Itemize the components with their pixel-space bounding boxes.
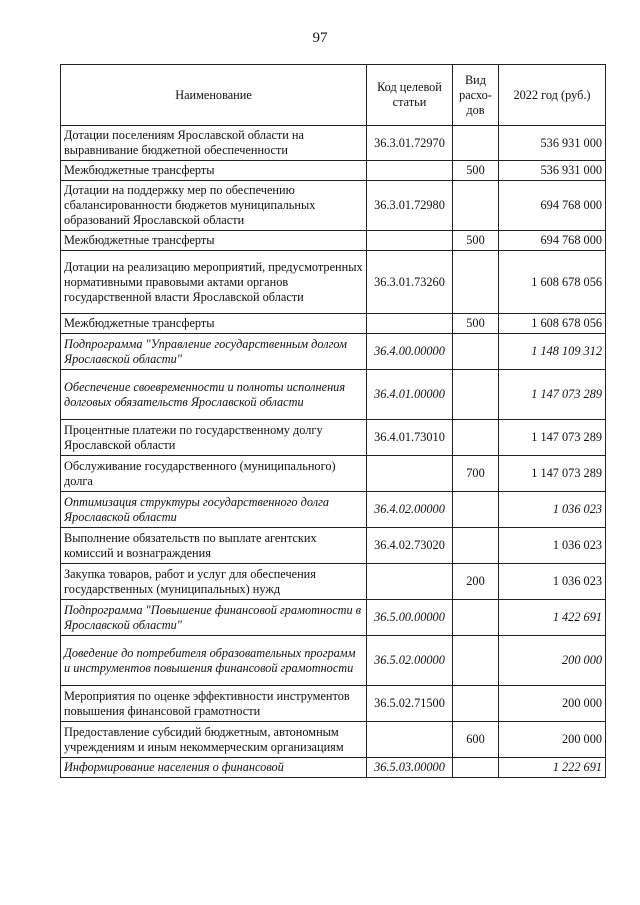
row-code-cell <box>367 161 453 181</box>
table-row <box>61 686 606 722</box>
row-code-cell: 36.5.02.71500 <box>367 686 453 722</box>
header-vid: Вид расхо-дов <box>453 65 499 126</box>
row-name-cell: Межбюджетные трансферты <box>61 314 367 334</box>
header-code: Код целевой статьи <box>367 65 453 126</box>
row-sum-cell: 694 768 000 <box>499 181 606 231</box>
table-row <box>61 420 606 456</box>
row-sum-cell: 200 000 <box>499 636 606 686</box>
row-name-cell: Обеспечение своевременности и полноты исполнения долговых обязательств Ярославской области <box>61 370 367 420</box>
row-vid-cell <box>453 758 499 778</box>
budget-table <box>60 64 606 778</box>
header-name: Наименование <box>61 65 367 126</box>
table-row <box>61 161 606 181</box>
row-sum-cell: 1 147 073 289 <box>499 420 606 456</box>
row-vid-cell: 200 <box>453 564 499 600</box>
row-vid-cell <box>453 492 499 528</box>
table-row <box>61 564 606 600</box>
row-code-cell: 36.3.01.72970 <box>367 126 453 161</box>
row-name-cell: Процентные платежи по государственному долгу Ярославской области <box>61 420 367 456</box>
table-row <box>61 758 606 778</box>
row-sum-cell: 694 768 000 <box>499 231 606 251</box>
row-name-cell: Оптимизация структуры государственного долга Ярославской области <box>61 492 367 528</box>
row-vid-cell <box>453 251 499 314</box>
row-vid-cell: 500 <box>453 231 499 251</box>
page-number: 97 <box>312 30 328 46</box>
table-row <box>61 314 606 334</box>
row-vid-cell: 700 <box>453 456 499 492</box>
row-name-cell: Выполнение обязательств по выплате агентских комиссий и вознаграждения <box>61 528 367 564</box>
row-sum-cell: 200 000 <box>499 722 606 758</box>
table-row <box>61 334 606 370</box>
row-vid-cell <box>453 600 499 636</box>
row-code-cell: 36.4.01.73010 <box>367 420 453 456</box>
table-body <box>61 126 606 778</box>
row-vid-cell: 500 <box>453 314 499 334</box>
row-sum-cell: 536 931 000 <box>499 126 606 161</box>
row-name-cell: Обслуживание государственного (муниципального) долга <box>61 456 367 492</box>
row-code-cell: 36.4.02.00000 <box>367 492 453 528</box>
table-row <box>61 492 606 528</box>
row-sum-cell: 1 036 023 <box>499 492 606 528</box>
row-name-cell: Информирование населения о финансовой <box>61 758 367 778</box>
row-code-cell: 36.4.00.00000 <box>367 334 453 370</box>
row-code-cell: 36.3.01.73260 <box>367 251 453 314</box>
row-sum-cell: 1 147 073 289 <box>499 456 606 492</box>
row-sum-cell: 536 931 000 <box>499 161 606 181</box>
row-code-cell <box>367 456 453 492</box>
table-header-row <box>61 65 606 126</box>
header-sum: 2022 год (руб.) <box>499 65 606 126</box>
row-vid-cell: 500 <box>453 161 499 181</box>
row-name-cell: Предоставление субсидий бюджетным, автономным учреждениям и иным некоммерческим организациям <box>61 722 367 758</box>
row-name-cell: Дотации поселениям Ярославской области на выравнивание бюджетной обеспеченности <box>61 126 367 161</box>
row-name-cell: Доведение до потребителя образовательных программ и инструментов повышения финансовой грамотности <box>61 636 367 686</box>
row-code-cell: 36.5.03.00000 <box>367 758 453 778</box>
table-row <box>61 231 606 251</box>
row-vid-cell <box>453 126 499 161</box>
row-code-cell: 36.4.01.00000 <box>367 370 453 420</box>
row-name-cell: Мероприятия по оценке эффективности инструментов повышения финансовой грамотности <box>61 686 367 722</box>
row-vid-cell <box>453 370 499 420</box>
row-name-cell: Подпрограмма "Повышение финансовой грамотности в Ярославской области" <box>61 600 367 636</box>
row-vid-cell <box>453 420 499 456</box>
row-code-cell: 36.5.02.00000 <box>367 636 453 686</box>
row-sum-cell: 1 422 691 <box>499 600 606 636</box>
row-name-cell: Закупка товаров, работ и услуг для обеспечения государственных (муниципальных) нужд <box>61 564 367 600</box>
row-name-cell: Дотации на реализацию мероприятий, предусмотренных нормативными правовыми актами органов государственной власти Ярославской области <box>61 251 367 314</box>
row-code-cell: 36.5.00.00000 <box>367 600 453 636</box>
row-vid-cell <box>453 528 499 564</box>
row-name-cell: Подпрограмма "Управление государственным долгом Ярославской области" <box>61 334 367 370</box>
row-sum-cell: 1 222 691 <box>499 758 606 778</box>
table-row <box>61 636 606 686</box>
row-sum-cell: 1 036 023 <box>499 564 606 600</box>
row-vid-cell <box>453 181 499 231</box>
row-code-cell <box>367 564 453 600</box>
row-code-cell <box>367 314 453 334</box>
table-row <box>61 456 606 492</box>
row-sum-cell: 1 147 073 289 <box>499 370 606 420</box>
row-code-cell <box>367 231 453 251</box>
row-code-cell: 36.4.02.73020 <box>367 528 453 564</box>
row-name-cell: Межбюджетные трансферты <box>61 231 367 251</box>
row-code-cell: 36.3.01.72980 <box>367 181 453 231</box>
row-sum-cell: 200 000 <box>499 686 606 722</box>
row-sum-cell: 1 608 678 056 <box>499 314 606 334</box>
row-vid-cell <box>453 686 499 722</box>
table-row <box>61 528 606 564</box>
row-vid-cell <box>453 636 499 686</box>
row-sum-cell: 1 036 023 <box>499 528 606 564</box>
row-name-cell: Межбюджетные трансферты <box>61 161 367 181</box>
table-row <box>61 370 606 420</box>
row-name-cell: Дотации на поддержку мер по обеспечению сбалансированности бюджетов муниципальных образований Ярославской области <box>61 181 367 231</box>
row-vid-cell <box>453 334 499 370</box>
table-row <box>61 600 606 636</box>
row-vid-cell: 600 <box>453 722 499 758</box>
row-code-cell <box>367 722 453 758</box>
table-row <box>61 181 606 231</box>
row-sum-cell: 1 608 678 056 <box>499 251 606 314</box>
row-sum-cell: 1 148 109 312 <box>499 334 606 370</box>
table-row <box>61 251 606 314</box>
table-row <box>61 126 606 161</box>
table-row <box>61 722 606 758</box>
